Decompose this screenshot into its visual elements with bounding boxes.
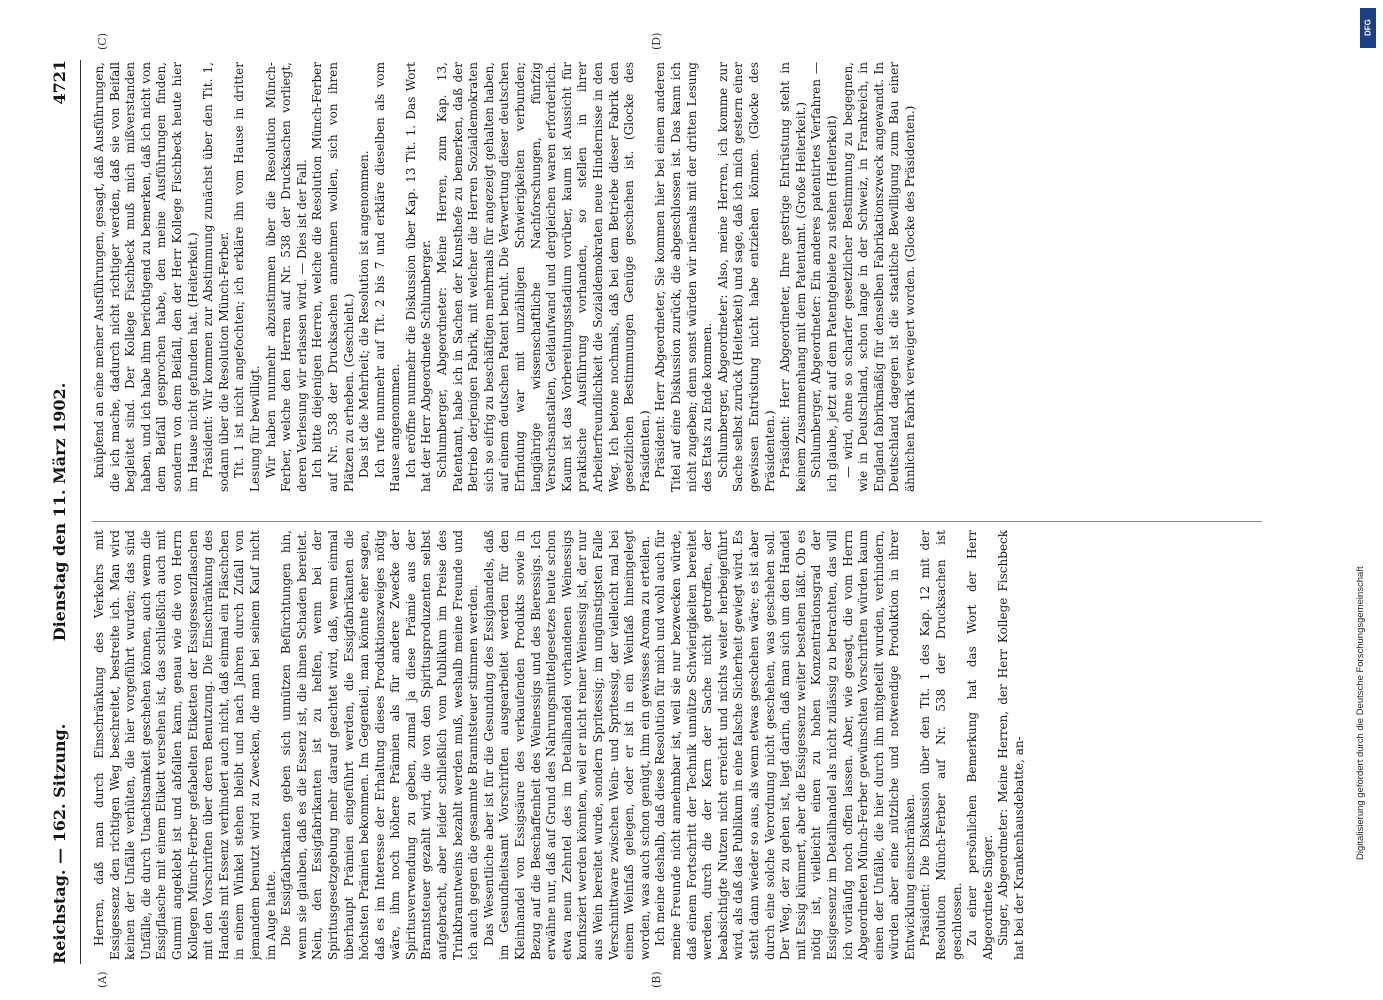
header-date: Dienstag den 11. März 1902. [50,382,69,642]
margin-marker-b: (B) [650,971,663,988]
margin-marker-d: (D) [650,32,663,50]
margin-marker-a: (A) [96,971,109,988]
paragraph: Tit. 1 ist nicht angefochten; ich erkläre ihn vom Hause in dritter Lesung für bewilligt. [232,62,262,492]
left-column [92,530,1262,960]
paragraph: Zu einer persönlichen Bemerkung hat das Wort der Herr Abgeordnete Singer. [965,530,995,960]
margin-marker-c: (C) [96,33,109,50]
paragraph: Ich meine deshalb, daß diese Resolution für mich und wohl auch für meine Freunde nicht annehmbar ist, weil sie nur bezwecken würde, daß einem Fortschritt der Technik unnütze Schwierigkeiten bereitet werden, durch die der Kern der Sache nicht getroffen, der beabsichtigte Nutzen nicht erreicht und nichts weiter herbeigeführt wird, als daß das Publikum in eine falsche Sicherheit gewiegt wird. Es steht dann wieder so aus, als wenn etwas geschehen wäre; es ist aber durch eine solche Verordnung nicht geschehen, was geschehen soll. Der Weg, der zu gehen ist, liegt darin, daß man sich um den Handel mit Essig kümmert, aber die Essigessenz weiter bestehen läßt. Ob es nötig ist, vielleicht einen zu hohen Konzentrationsgrad der Essigessenz im Detailhandel als nicht zulässig zu betrachten, das will ich vorläufig noch offen lassen. Aber, wie gesagt, die vom Herrn Abgeordneten Münch-Ferber gewünschten Vorschriften würden kaum einen der Unfälle, die hier durch ihn mitgeteilt wurden, verhindern, würden aber eine nützliche und notwendige Produktion in ihrer Entwicklung einschränken. [653,530,917,960]
paragraph: — wird, ohne so scharfer gesetzlicher Bestimmung zu begegnen, wie in Deutschland, schon lange in der Schweiz, in Frankreich, in England fabrikmäßig für denselben Fabrikationszweck angewandt. In Deutschland dagegen ist die staatliche Bewilligung zum Bau einer ähnlichen Fabrik verweigert worden. (Glocke des Präsidenten.) [840,62,917,492]
column-divider [92,521,1262,522]
paragraph: Schlumberger, Abgeordneter: Ein anderes patentirtes Verfahren — ich glaube, jetzt auf dem Patentgebiete zu stehen (Heiterkeit) [809,62,839,492]
paragraph: Die Essigfabrikanten geben sich unnützen Befürchtungen hin, wenn sie glauben, daß es die Essenz ist, die ihnen Schaden bereitet. Nein, den Essigfabrikanten ist zu helfen, wenn bei der Spiritusgesetzgebung mehr darauf geachtet wird, daß, wenn einmal überhaupt Prämien eingeführt werden, die Essigfabrikanten die höchsten Prämien bekommen. Im Gegenteil, man könnte eher sagen, daß es im Interesse der Erhaltung dieses Produktionszweiges nötig wäre, ihm noch höhere Prämien als für andere Zwecke der Spiritusverwendung zu geben, zumal ja diese Prämie aus der Branntsteuer gezahlt wird, die von den Spiritusproduzenten selbst aufgebracht, aber leider schließlich vom Publikum im Preise des Trinkbranntweins bezahlt werden muß, weshalb meine Freunde und ich auch gegen die gesammte Branntsteuer stimmen werden. [279,530,481,960]
paragraph: Präsident: Herr Abgeordneter, Sie kommen hier bei einem anderen Titel auf eine Diskussion zurück, die abgeschlossen ist. Das kann ich nicht zugeben; denn sonst würden wir niemals mit der dritten Lesung des Etats zu Ende kommen. [653,62,715,492]
paragraph: Präsident: Herr Abgeordneter, Ihre gestrige Entrüstung steht in keinem Zusammenhang mit dem Patentamt. (Große Heiterkeit.) [778,62,808,492]
paragraph: Schlumberger, Abgeordneter: Also, meine Herren, ich komme zur Sache selbst zurück (Heiterkeit) und sage, daß ich mich gestern einer gewissen Entrüstung nicht habe entziehen können. (Glocke des Präsidenten.) [715,62,777,492]
paragraph: Herren, daß man durch Einschränkung des Verkehrs mit Essigessenz den richtigen Weg beschreitet, bestreite ich. Man wird keinen der Unfälle verhüten, die hier vorgeführt wurden; das sind Unfälle, die durch Unachtsamkeit geschehen können, auch wenn die Essigflasche mit einem Etikett versehen ist, das schließlich auch mit Gummi angeklebt ist und abfallen kann, genau wie die von Herrn Kollegen Münch-Ferber gefabelten Etiketten der Essigessenzflaschen mit den Vorschriften über deren Benutzung. Die Einschränkung des Handels mit Essenz verhindert auch nicht, daß einmal ein Fläschchen in einem Winkel stehen bleibt und nach Jahren durch Zufall von jemandem benutzt wird zu Zwecken, die man bei seinem Kauf nicht im Auge hatte. [92,530,278,960]
paragraph: Ich rufe nunmehr auf Tit. 2 bis 7 und erkläre dieselben als vom Hause angenommen. [372,62,403,492]
paragraph: Präsident: Die Diskussion über den Tit. 1 des Kap. 12 mit der Resolution Münch-Ferber auf Nr. 538 der Drucksachen ist geschlossen. [918,530,964,960]
page-number: 4721 [50,60,69,105]
header-left: Reichstag. — 162. Sitzung. [50,723,69,964]
page-header [50,60,74,964]
paragraph: Schlumberger, Abgeordneter: Meine Herren, zum Kap. 13, Patentamt, habe ich in Sachen der Kunsthefe zu bemerken, daß der Betrieb derjenigen Fabrik, mit welcher die Herren Sozialdemokraten sich so eifrig zu beschäftigen mehrmals für angezeigt gehalten haben, auf einem deutschen Patent beruht. Die Verwertung dieser deutschen Erfindung war mit unzähligen Schwierigkeiten verbunden; langjährige wissenschaftliche Nachforschungen, fünfzig Versuchsanstalten, Geldaufwand und dergleichen waren erforderlich. Kaum ist das Vorbereitungsstadium vorüber, kaum ist Aussicht für praktische Ausführung vorhanden, so stellen in ihrer Arbeiterfreundlichkeit die Sozialdemokraten neue Hindernisse in den Weg. Ich betone nochmals, daß bei dem Betriebe dieser Fabrik den gesetzlichen Bestimmungen Genüge geschehen ist. (Glocke des Präsidenten.) [435,62,652,492]
paragraph: Das ist die Mehrheit; die Resolution ist angenommen. [357,150,372,478]
paragraph: Ich bitte diejenigen Herren, welche die Resolution Münch-Ferber auf Nr. 538 der Drucksachen annehmen wollen, sich von ihren Plätzen zu erheben. (Geschieht.) [310,62,356,492]
dfg-logo: DFG [1360,8,1376,48]
paragraph: Präsident: Wir kommen zur Abstimmung zunächst über den Tit. 1, sodann über die Resolution Münch-Ferber. [201,62,231,492]
right-column [92,62,1262,492]
paragraph: Singer, Abgeordneter: Meine Herren, der Herr Kollege Fischbeck hat bei der Krankenhausdebatte, an- [996,530,1027,960]
header-rule [80,60,81,964]
paragraph: Das Wesentliche aber ist für die Gesundung des Essighandels, daß im Gesundheitsamt Vorschriften ausgearbeitet werden für den Kleinhandel von Essigsäure des verkaufenden Produkts sowie in Bezug auf die Beschaffenheit des Weinessigs und des Bieressigs. Ich erwähne nur, daß auf Grund des Nahrungsmittelgesetzes heute schon etwa neun Zehntel des im Detailhandel vorhandenen Weinessigs konfisziert werden könnten, weil er nicht reiner Weinessig ist, der nur aus Wein bereitet wurde, sondern Spritessig; im ungünstigsten Falle Verschnittware zwischen Wein- und Spritessig, der vielleicht mal bei einem Weinfaß gelegen, oder er ist in ein Weinfaß hineingelegt worden, was auch schon genügt, ihm ein gewisses Aroma zu erteilen. [481,530,652,960]
paragraph: knüpfend an eine meiner Ausführungen, gesagt, daß Ausführungen, die ich mache, dadurch nicht richtiger werden, daß sie von Beifall begleitet sind. Der Kollege Fischbeck muß mich mißverstanden haben, und ich habe ihm berichtigend zu bemerken, daß ich nicht von dem Beifall gesprochen habe, den meine Ausführungen finden, sondern von dem Beifall, den der Herr Kollege Fischbeck heute hier im Hause nicht gefunden hat. (Heiterkeit.) [92,62,200,492]
paragraph: Wir haben nunmehr abzustimmen über die Resolution Münch-Ferber, welche den Herren auf Nr. 538 der Drucksachen vorliegt, deren Verlesung wir erlassen wird. — Dies ist der Fall. [263,62,309,492]
paragraph: Ich eröffne nunmehr die Diskussion über Kap. 13 Tit. 1. Das Wort hat der Herr Abgeordnete Schlumberger. [403,62,434,492]
digitization-credit: Digitalisierung gefördert durch die Deutsche Forschungsgemeinschaft [1355,566,1366,860]
